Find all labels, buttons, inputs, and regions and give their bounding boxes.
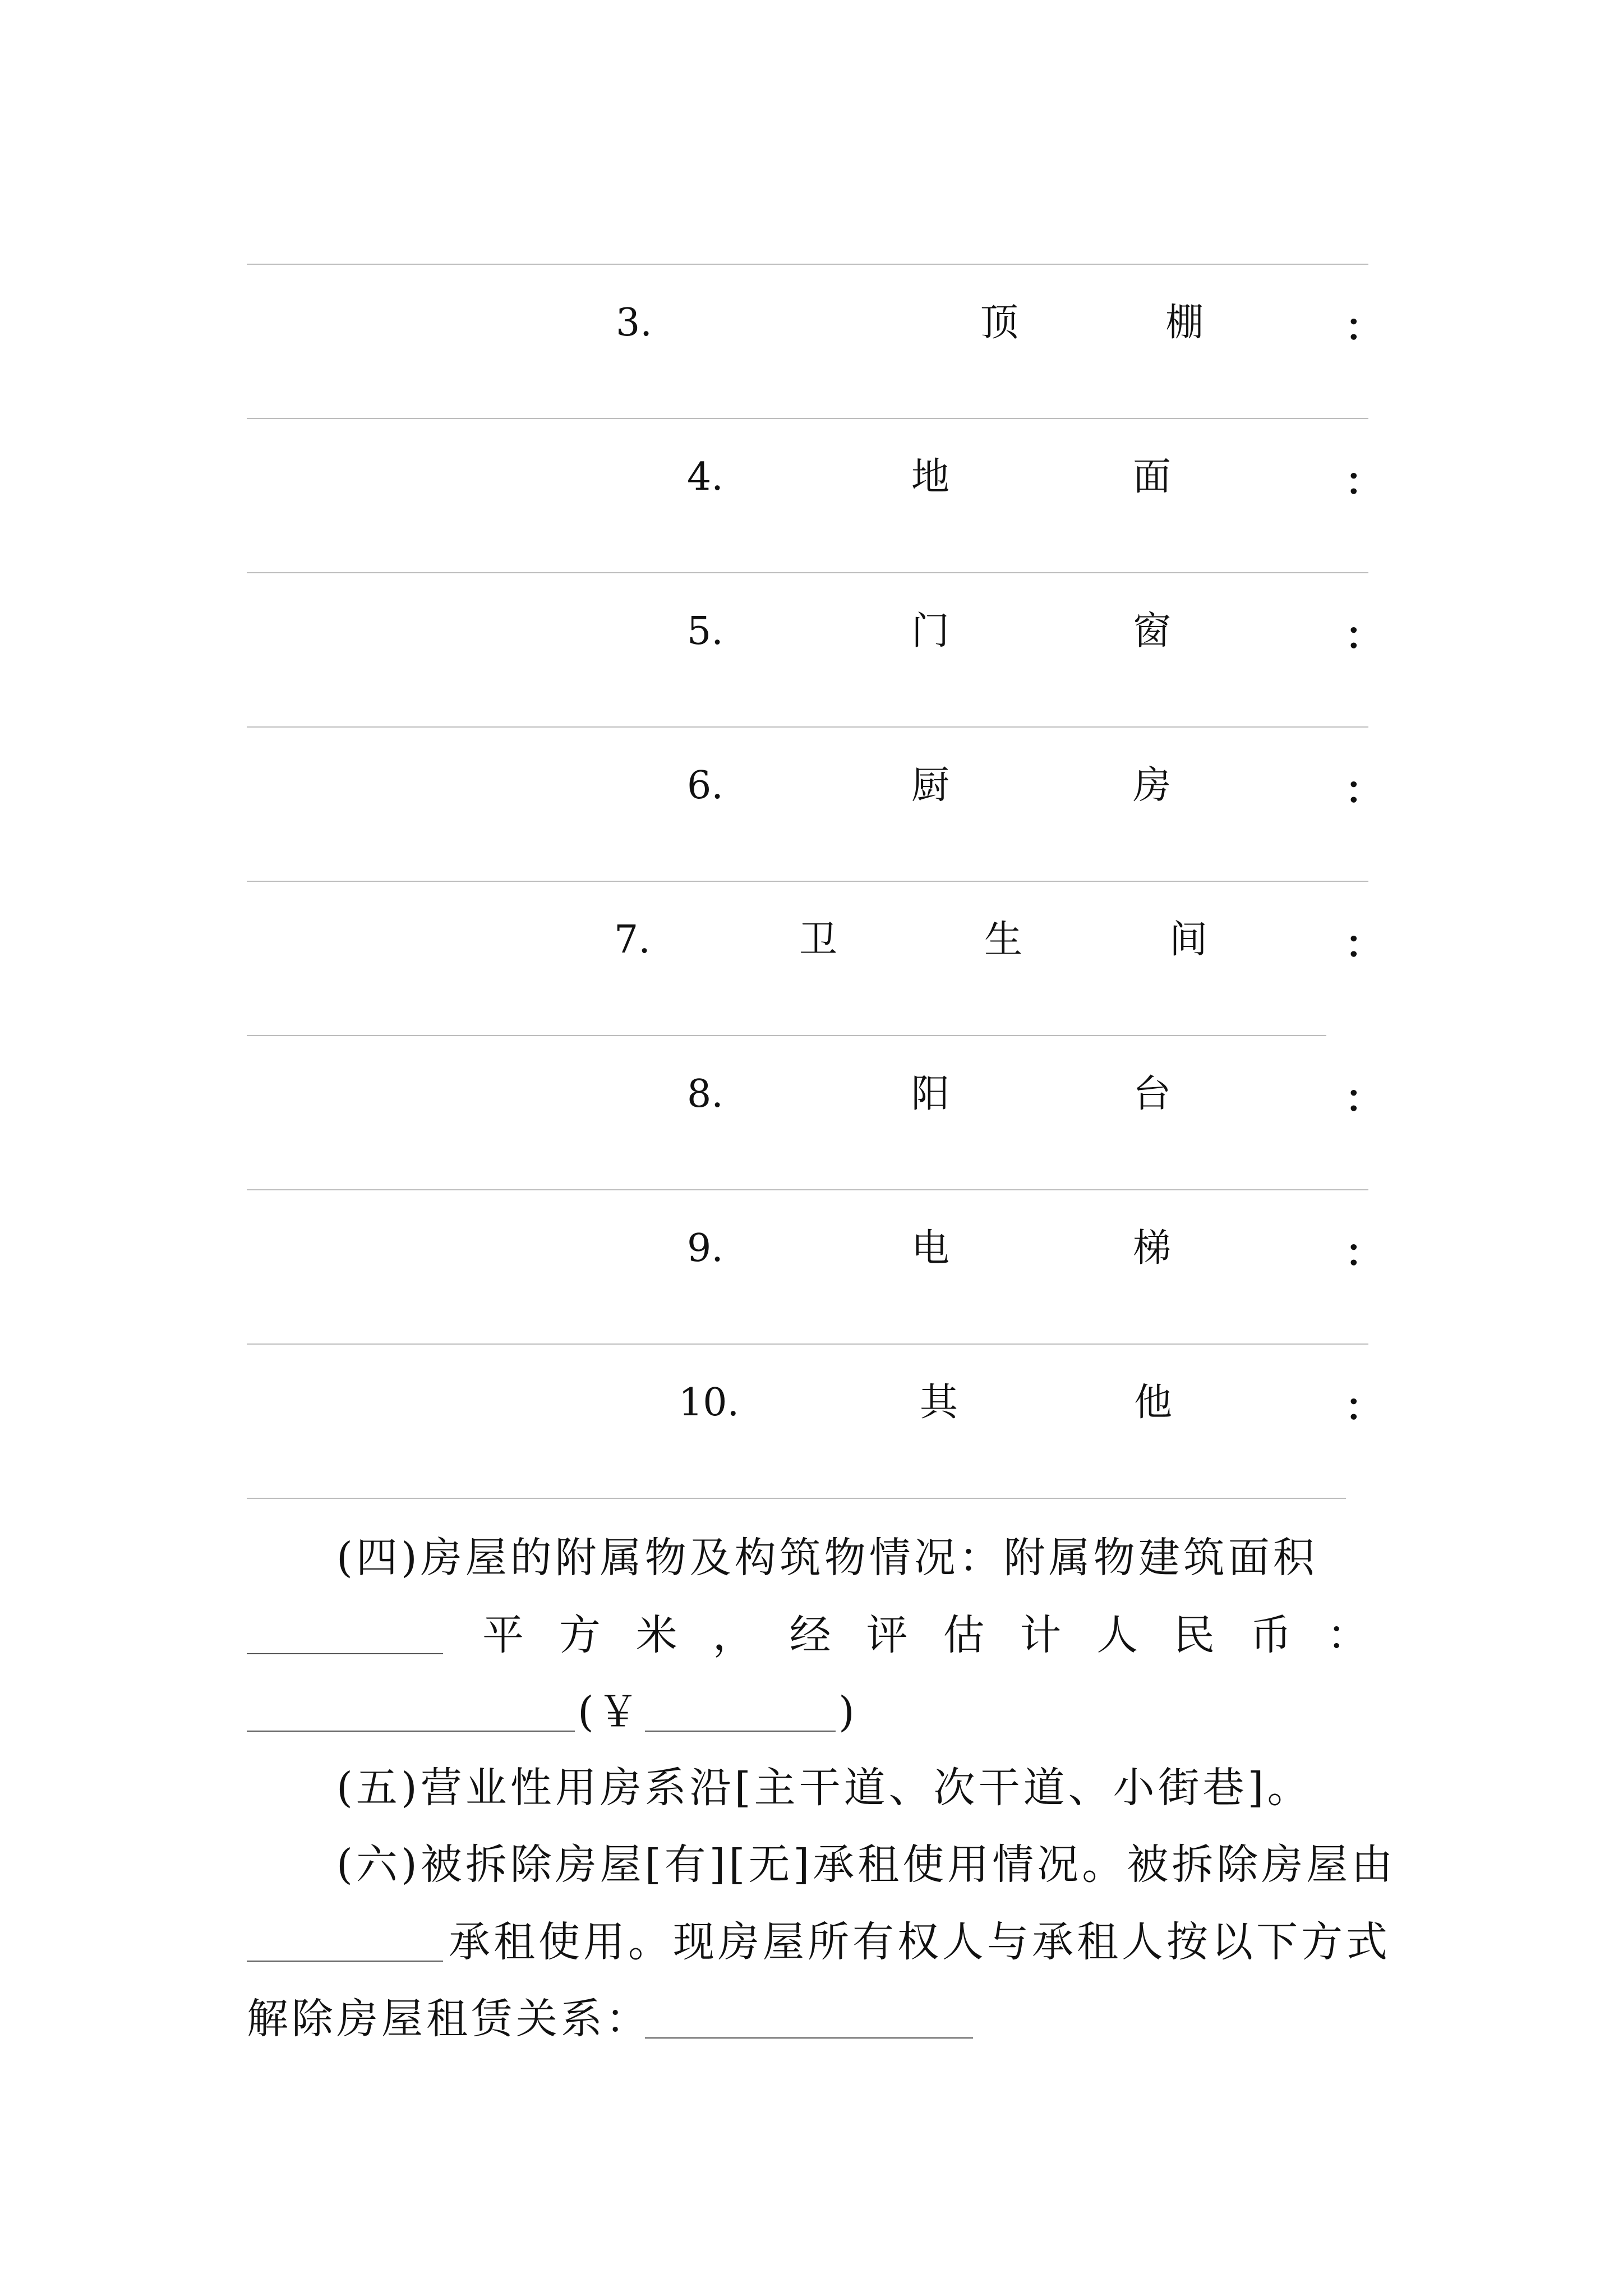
item-number: 9. bbox=[687, 1226, 723, 1271]
word: 米 bbox=[635, 1611, 677, 1659]
item-char: 间 bbox=[1169, 918, 1208, 962]
blank-area-field bbox=[247, 1653, 443, 1654]
word: 估 bbox=[943, 1611, 985, 1659]
item-number: 6. bbox=[687, 763, 723, 808]
item-char: 房 bbox=[1133, 763, 1172, 808]
item-char: 窗 bbox=[1133, 609, 1172, 654]
word: 民 bbox=[1173, 1611, 1215, 1659]
blank-line-rule bbox=[247, 881, 1368, 882]
blank-currency-field bbox=[645, 1731, 836, 1732]
word: 计 bbox=[1020, 1611, 1062, 1659]
section-4-line1: (四)房屋的附属物及构筑物情况：附属物建筑面积 bbox=[336, 1534, 1318, 1582]
currency-close: ) bbox=[838, 1688, 858, 1736]
blank-method-field bbox=[645, 2037, 973, 2039]
blank-line-rule bbox=[247, 572, 1368, 573]
item-colon: ： bbox=[1345, 922, 1384, 967]
item-colon: ： bbox=[1345, 768, 1384, 813]
item-number: 5. bbox=[687, 609, 723, 654]
item-char: 地 bbox=[911, 455, 950, 499]
blank-line-rule bbox=[247, 264, 1368, 265]
item-colon: ： bbox=[1345, 1076, 1384, 1121]
item-char: 他 bbox=[1134, 1381, 1173, 1425]
blank-tenant-field bbox=[247, 1961, 443, 1962]
word: 评 bbox=[866, 1611, 908, 1659]
item-char: 生 bbox=[984, 918, 1023, 962]
item-char: 面 bbox=[1133, 455, 1172, 499]
section-5: (五)营业性用房系沿[主干道、次干道、小街巷]。 bbox=[336, 1764, 1312, 1812]
section-6-line1: (六)被拆除房屋[有][无]承租使用情况。被拆除房屋由 bbox=[336, 1841, 1396, 1889]
item-char: 梯 bbox=[1133, 1226, 1172, 1271]
item-number: 8. bbox=[687, 1072, 723, 1116]
item-char: 其 bbox=[920, 1381, 958, 1425]
item-colon: ： bbox=[1345, 1385, 1384, 1430]
section-6-line3: 解除房屋租赁关系： bbox=[247, 1995, 651, 2043]
blank-line-rule bbox=[247, 1498, 1346, 1499]
item-colon: ： bbox=[1345, 614, 1384, 659]
blank-line-rule bbox=[247, 1189, 1368, 1190]
blank-line-rule bbox=[247, 1343, 1368, 1345]
section-6-line2: 承租使用。现房屋所有权人与承租人按以下方式 bbox=[449, 1918, 1391, 1966]
word: 经 bbox=[789, 1611, 831, 1659]
item-colon: ： bbox=[1345, 1231, 1384, 1276]
item-char: 门 bbox=[911, 609, 950, 654]
word: 平 bbox=[482, 1611, 524, 1659]
item-char: 台 bbox=[1133, 1072, 1172, 1116]
word: ， bbox=[712, 1611, 754, 1659]
item-number: 3. bbox=[616, 301, 652, 345]
item-char: 棚 bbox=[1165, 301, 1204, 345]
item-number: 10. bbox=[679, 1381, 740, 1425]
currency-open: (￥ bbox=[578, 1688, 642, 1736]
item-colon: ： bbox=[1345, 305, 1384, 350]
item-char: 厨 bbox=[911, 763, 950, 808]
section-4-line2 bbox=[482, 1611, 1368, 1659]
blank-line-rule bbox=[247, 726, 1368, 728]
word: 币 bbox=[1250, 1611, 1292, 1659]
item-char: 电 bbox=[911, 1226, 950, 1271]
item-number: 7. bbox=[614, 918, 651, 962]
item-char: 卫 bbox=[799, 918, 838, 962]
word: ： bbox=[1326, 1611, 1368, 1659]
blank-line-rule bbox=[247, 1035, 1326, 1036]
item-char: 阳 bbox=[911, 1072, 950, 1116]
item-number: 4. bbox=[687, 455, 723, 499]
word: 人 bbox=[1096, 1611, 1138, 1659]
blank-line-rule bbox=[247, 418, 1368, 419]
word: 方 bbox=[559, 1611, 601, 1659]
item-char: 顶 bbox=[980, 301, 1019, 345]
blank-amount-field bbox=[247, 1731, 575, 1732]
item-colon: ： bbox=[1345, 459, 1384, 504]
